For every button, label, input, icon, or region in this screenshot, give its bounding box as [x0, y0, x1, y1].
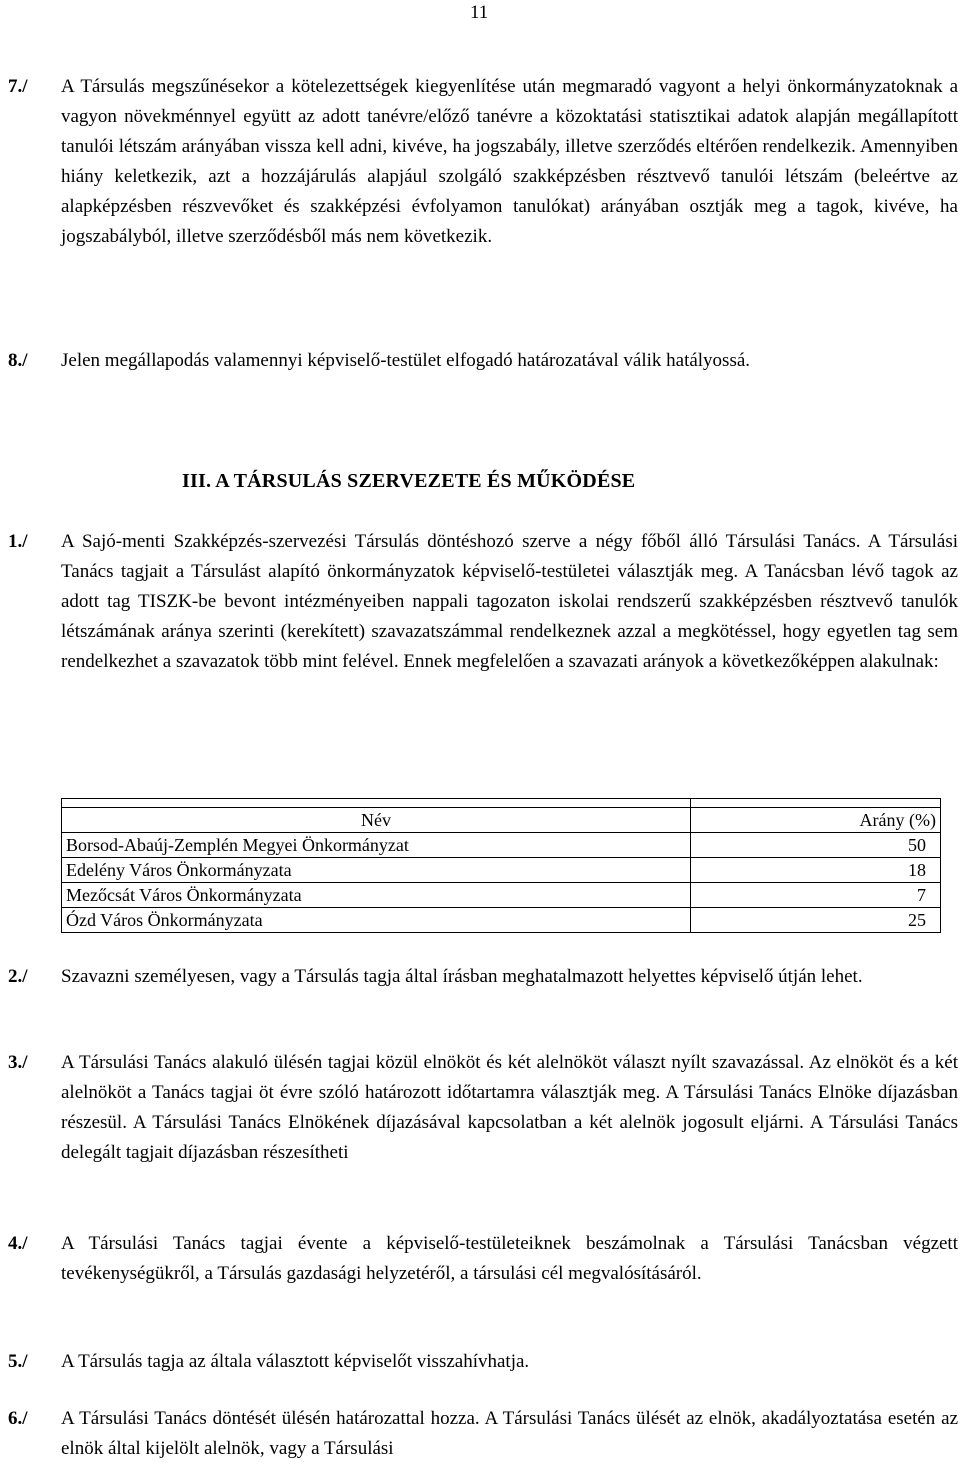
page-number: 11 — [470, 2, 489, 23]
column-header-name: Név — [62, 808, 691, 833]
paragraph-text: A Társulási Tanács alakuló ülésén tagjai közül elnököt és két alelnököt választ nyílt szavazással. Az elnököt és a két alelnököt a Tanács tagjai öt évre szóló határozott időtartamra választják meg. A Társulási Tanács Elnöke díjazásban részesül. A Társulási Tanács Elnökének díjazásával kapcsolatban a két alelnök jogosult eljárni. A Társulási Tanács delegált tagjait díjazásban részesítheti — [61, 1052, 958, 1163]
table-row — [62, 833, 941, 858]
cell-name: Ózd Város Önkormányzata — [62, 908, 691, 933]
section-paragraph-6 — [8, 1404, 958, 1464]
table-row — [62, 883, 941, 908]
paragraph-number: 7./ — [8, 76, 28, 97]
paragraph-text: A Társulási Tanács tagjai évente a képviselő-testületeiknek beszámolnak a Társulási Tanácsban végzett tevékenységükről, a Társulás gazdasági helyzetéről, a társulási cél megvalósításáról. — [61, 1233, 958, 1284]
paragraph-number: 2./ — [8, 966, 28, 987]
cell-name: Borsod-Abaúj-Zemplén Megyei Önkormányzat — [62, 833, 691, 858]
voting-ratio-table — [61, 798, 941, 933]
paragraph-number: 1./ — [8, 531, 28, 552]
paragraph-number: 8./ — [8, 350, 28, 371]
paragraph-text: A Társulás megszűnésekor a kötelezettségek kiegyenlítése után megmaradó vagyont a helyi önkormányzatoknak a vagyon növekménnyel együtt az adott tanévre/előző tanévre a közoktatási statisztikai adatok alapján megállapított tanulói létszám arányában vissza kell adni, kivéve, ha jogszabály, illetve szerződés eltérően rendelkezik. Amennyiben hiány keletkezik, azt a hozzájárulás alapjául szolgáló szakképzésben résztvevő tanulói létszám (beleértve az alapképzésben részvevőket és szakképzési évfolyamon tanulókat) arányában osztják meg a tagok, kivéve, ha jogszabályból, illetve szerződésből más nem következik. — [61, 76, 958, 247]
paragraph-number: 3./ — [8, 1052, 28, 1073]
section-paragraph-5 — [8, 1347, 958, 1377]
paragraph-text: A Sajó-menti Szakképzés-szervezési Társulás döntéshozó szerve a négy főből álló Társulási Tanács. A Társulási Tanács tagjait a Társulást alapító önkormányzatok képviselő-testületei választják meg. A Tanácsban lévő tagok az adott tag TISZK-be bevont intézményeiben nappali tagozaton iskolai rendszerű szakképzésben résztvevő tanulók létszámának aránya szerinti (kerekített) szavazatszámmal rendelkeznek azzal a megkötéssel, hogy egyetlen tag sem rendelkezhet a szavazatok több mint felével. Ennek megfelelően a szavazati arányok a következőképpen alakulnak: — [61, 531, 958, 672]
paragraph-text: A Társulási Tanács döntését ülésén határozattal hozza. A Társulási Tanács ülését az elnök, akadályoztatása esetén az elnök által kijelölt alelnök, vagy a Társulási — [61, 1408, 958, 1459]
paragraph-text: A Társulás tagja az általa választott képviselőt visszahívhatja. — [61, 1351, 530, 1372]
paragraph-text: Jelen megállapodás valamennyi képviselő-testület elfogadó határozatával válik hatályossá. — [61, 350, 751, 371]
section-paragraph-1 — [8, 527, 958, 677]
paragraph-number: 5./ — [8, 1351, 28, 1372]
table-header-row — [62, 808, 941, 833]
section-paragraph-4 — [8, 1229, 958, 1289]
cell-ratio: 50 — [691, 833, 941, 858]
paragraph-text: Szavazni személyesen, vagy a Társulás tagja által írásban meghatalmazott helyettes képviselő útján lehet. — [61, 966, 863, 987]
table-spacer-row — [62, 799, 941, 808]
section-paragraph-3 — [8, 1048, 958, 1168]
section-heading: III. A TÁRSULÁS SZERVEZETE ÉS MŰKÖDÉSE — [182, 470, 636, 492]
section-paragraph-2 — [8, 962, 958, 992]
paragraph-number: 4./ — [8, 1233, 28, 1254]
paragraph-8 — [8, 346, 958, 376]
paragraph-number: 6./ — [8, 1408, 28, 1429]
paragraph-7 — [8, 72, 958, 252]
cell-name: Mezőcsát Város Önkormányzata — [62, 883, 691, 908]
cell-ratio: 25 — [691, 908, 941, 933]
cell-ratio: 18 — [691, 858, 941, 883]
cell-name: Edelény Város Önkormányzata — [62, 858, 691, 883]
table-row — [62, 858, 941, 883]
column-header-ratio: Arány (%) — [691, 808, 941, 833]
table-row — [62, 908, 941, 933]
cell-ratio: 7 — [691, 883, 941, 908]
